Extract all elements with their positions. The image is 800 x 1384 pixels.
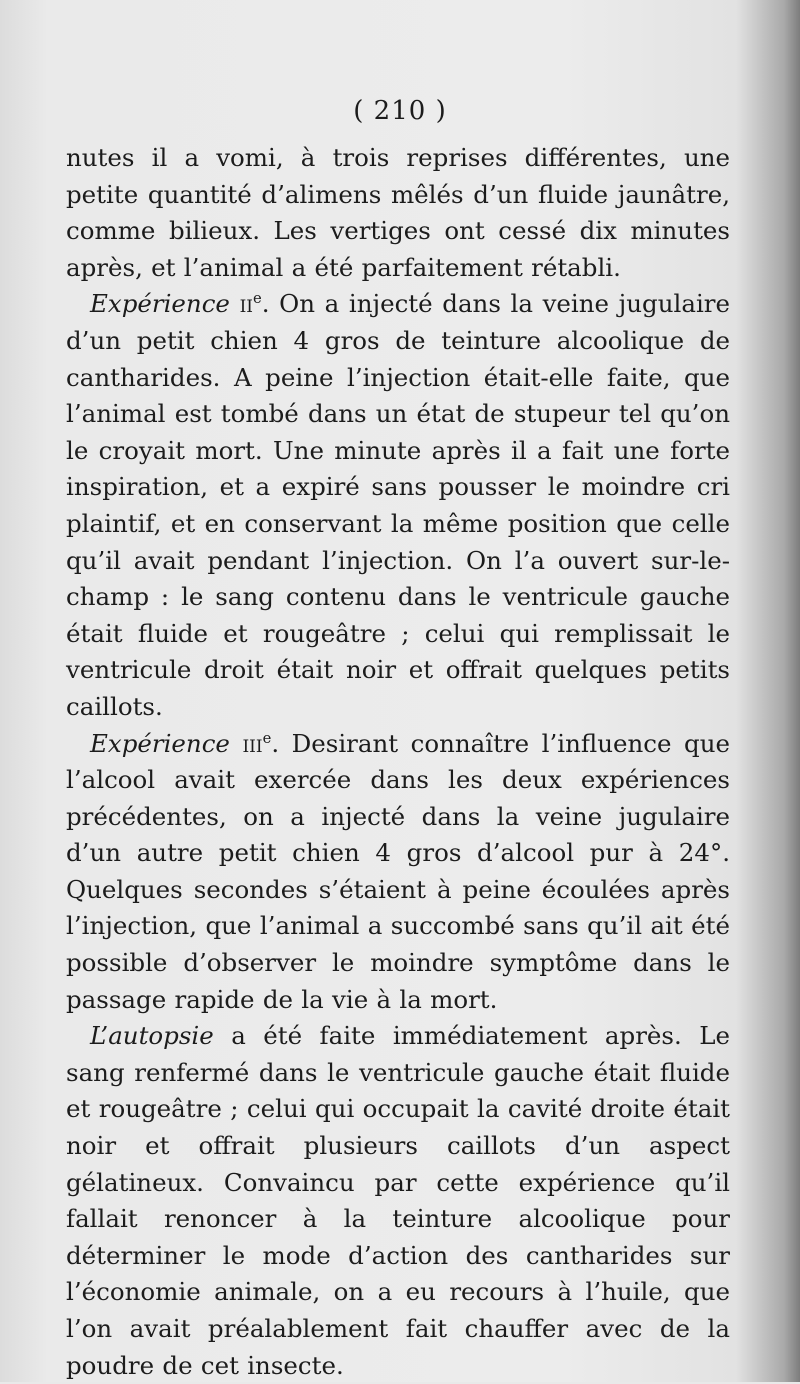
paragraph-text: nutes il a vomi, à trois reprises différentes, une petite quantité d’alimens mêlés d’un fluide jaunâtre, comme bilieux. Les vertiges ont cessé dix minutes après, et l’animal a été parfaitement rétabli. [66,143,730,282]
autopsy-lead: L’ [90,1021,109,1051]
page-number: ( 210 ) [353,96,447,126]
experience-label: Expérience [90,289,230,319]
paragraph-text: . Desirant connaître l’influence que l’alcool avait exercée dans les deux expériences précédentes, on a injecté dans la veine jugulaire d’un autre petit chien 4 gros d’alcool pur à 24°. Quelques secondes s’étaient à peine écoulées après l’injection, que l’animal a succombé sans qu’il ait été possible d’observer le moindre symptôme dans le passage rapide de la vie à la mort. [66,728,730,1014]
body-text [66,140,730,1384]
paragraph-text: a été faite immédiatement après. Le sang renfermé dans le ventricule gauche était fluide et rougeâtre ; celui qui occupait la cavité droite était noir et offrait plusieurs caillots d’un aspect gélatineux. Convaincu par cette expérience qu’il fallait renoncer à la teinture alcoolique pour déterminer le mode d’action des cantharides sur l’économie animale, on a eu recours à l’huile, que l’on avait préalablement fait chauffer avec de la poudre de cet insecte. [66,1021,730,1380]
experience-label: Expérience [90,728,230,758]
paragraph-experience-2 [66,286,730,725]
paragraph-continuation [66,140,730,286]
ordinal-suffix: e [253,290,262,308]
autopsy-label: autopsie [108,1021,214,1051]
experience-number: ii [239,289,254,319]
experience-number: iii [242,728,263,758]
ordinal-suffix: e [262,729,272,747]
paragraph-text: . On a injecté dans la veine jugulaire d’un petit chien 4 gros de teinture alcoolique de cantharides. A peine l’injection était-elle faite, que l’animal est tombé dans un état de stupeur tel qu’on le croyait mort. Une minute après il a fait une forte inspiration, et a expiré sans pousser le moindre cri plaintif, et en conservant la même position que celle qu’il avait pendant l’injection. On l’a ouvert sur-le-champ : le sang contenu dans le ventricule gauche était fluide et rougeâtre ; celui qui remplissait le ventricule droit était noir et offrait quelques petits caillots. [66,289,730,721]
paragraph-autopsy [66,1018,730,1384]
paragraph-experience-3 [66,726,730,1019]
